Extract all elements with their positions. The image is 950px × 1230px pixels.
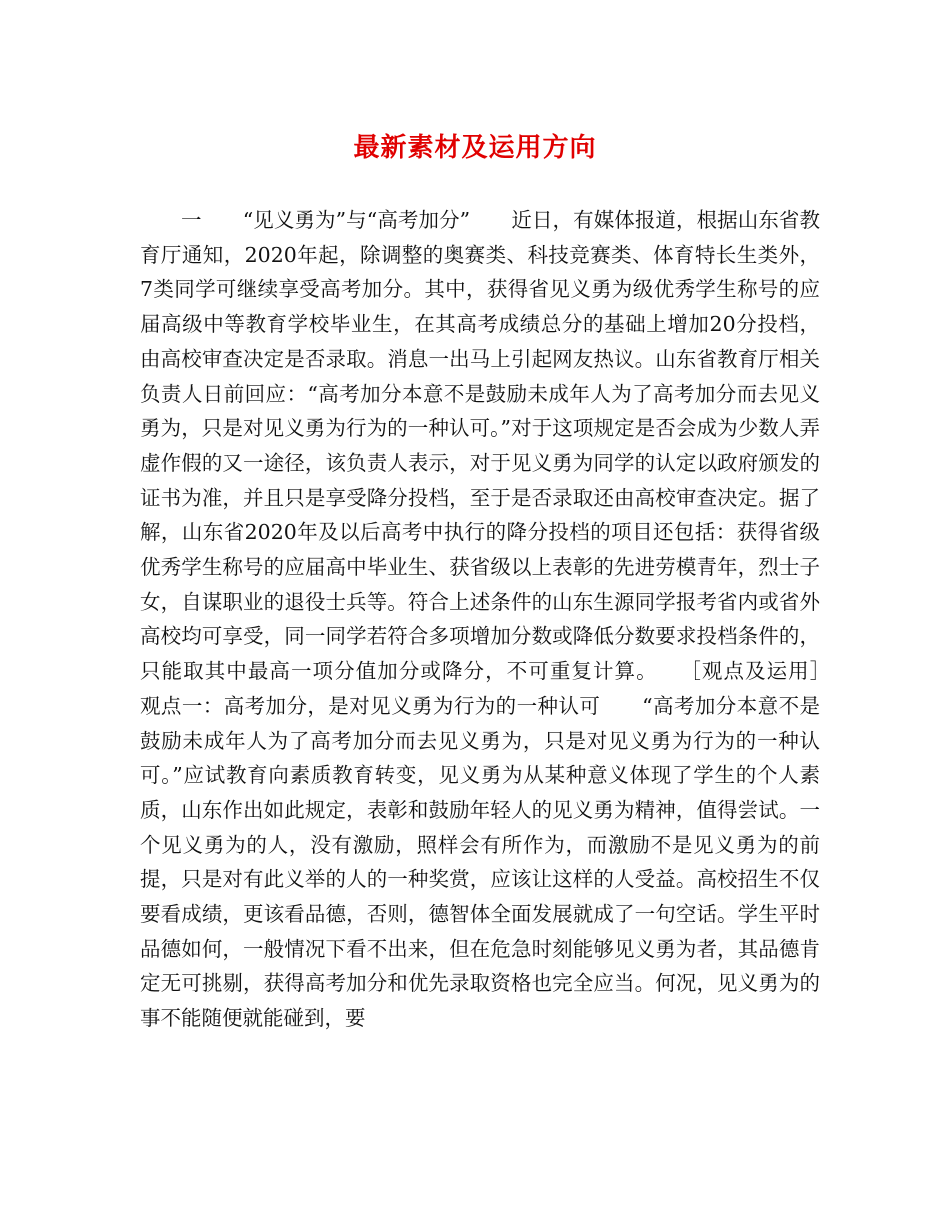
- document-title: 最新素材及运用方向: [353, 133, 597, 163]
- document-body-paragraph: 一 “见义勇为”与“高考加分” 近日，有媒体报道，根据山东省教育厅通知，2020年起，除调整的奥赛类、科技竞赛类、体育特长生类外，7类同学可继续享受高考加分。其中，获得省见义勇为级优秀学生称号的应届高级中等教育学校毕业生，在其高考成绩总分的基础上增加20分投档，由高校审查决定是否录取。消息一出马上引起网友热议。山东省教育厅相关负责人日前回应：“高考加分本意不是鼓励未成年人为了高考加分而去见义勇为，只是对见义勇为行为的一种认可。”对于这项规定是否会成为少数人弄虚作假的又一途径，该负责人表示，对于见义勇为同学的认定以政府颁发的证书为准，并且只是享受降分投档，至于是否录取还由高校审查决定。据了解，山东省2020年及以后高考中执行的降分投档的项目还包括：获得省级优秀学生称号的应届高中毕业生、获省级以上表彰的先进劳模青年，烈士子女，自谋职业的退役士兵等。符合上述条件的山东生源同学报考省内或省外高校均可享受，同一同学若符合多项增加分数或降低分数要求投档条件的，只能取其中最高一项分值加分或降分，不可重复计算。 ［观点及运用］ 观点一：高考加分，是对见义勇为行为的一种认可 “高考加分本意不是鼓励未成年人为了高考加分而去见义勇为，只是对见义勇为行为的一种认可。”应试教育向素质教育转变，见义勇为从某种意义体现了学生的个人素质，山东作出如此规定，表彰和鼓励年轻人的见义勇为精神，值得尝试。一个见义勇为的人，没有激励，照样会有所作为，而激励不是见义勇为的前提，只是对有此义举的人的一种奖赏，应该让这样的人受益。高校招生不仅要看成绩，更该看品德，否则，德智体全面发展就成了一句空话。学生平时品德如何，一般情况下看不出来，但在危急时刻能够见义勇为者，其品德肯定无可挑剔，获得高考加分和优先录取资格也完全应当。何况，见义勇为的事不能随便就能碰到，要: [140, 208, 861, 1031]
